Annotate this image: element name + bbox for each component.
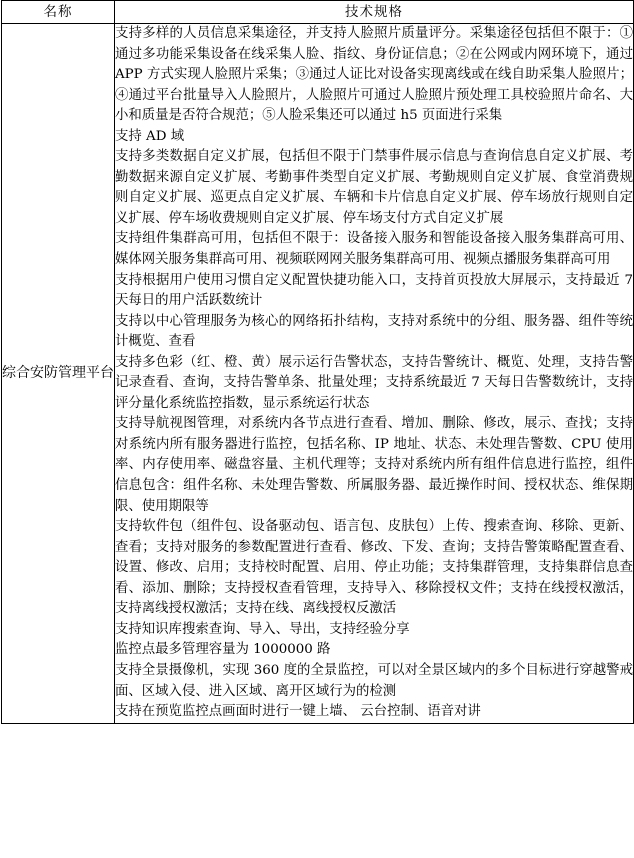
- spec-item: 支持知识库搜索查询、导入、导出，支持经验分享: [115, 621, 410, 637]
- spec-item: 支持多类数据自定义扩展，包括但不限于门禁事件展示信息与查询信息自定义扩展、考勤数据来源自定义扩展、考勤事件类型自定义扩展、考勤规则自定义扩展、食堂消费规则自定义扩展、巡更点自定义扩展、车辆和卡片信息自定义扩展、停车场放行规则自定义扩展、停车场收费规则自定义扩展、停车场支付方式自定义扩展: [115, 149, 633, 226]
- spec-item: 支持软件包（组件包、设备驱动包、语言包、皮肤包）上传、搜索查询、移除、更新、查看；支持对服务的参数配置进行查看、修改、下发、查询；支持告警策略配置查看、设置、修改、启用；支持校时配置、启用、停止功能；支持集群管理，支持集群信息查看、添加、删除；支持授权查看管理，支持导入、移除授权文件；支持在线授权激活，支持离线授权激活；支持在线、离线授权反激活: [115, 519, 633, 617]
- spec-item: 支持组件集群高可用，包括但不限于：设备接入服务和智能设备接入服务集群高可用、媒体网关服务集群高可用、视频联网网关服务集群高可用、视频点播服务集群高可用: [115, 231, 633, 268]
- spec-item: 支持 AD 域: [115, 128, 185, 144]
- spec-item: 支持全景摄像机，实现 360 度的全景监控，可以对全景区域内的多个目标进行穿越警戒面、区域入侵、进入区域、离开区域行为的检测: [115, 662, 633, 699]
- spec-item: 支持多样的人员信息采集途径，并支持人脸照片质量评分。采集途径包括但不限于：①通过多功能采集设备在线采集人脸、指纹、身份证信息；②在公网或内网环境下，通过 APP 方式实现人脸照片采集；③通过人证比对设备实现离线或在线自助采集人脸照片；④通过平台批量导入人脸照片，人脸照片可通过人脸照片预处理工具校验照片命名、大小和质量是否符合规范；⑤人脸采集还可以通过 h5 页面进行采集: [115, 26, 633, 124]
- table-row: [2, 24, 634, 724]
- spec-table: [1, 0, 634, 724]
- spec-item: 支持根据用户使用习惯自定义配置快捷功能入口，支持首页投放大屏展示，支持最近 7 天每日的用户活跃数统计: [115, 272, 633, 309]
- spec-item: 支持在预览监控点画面时进行一键上墙、 云台控制、语音对讲: [115, 704, 481, 720]
- spec-item: 支持多色彩（红、橙、黄）展示运行告警状态，支持告警统计、概览、处理，支持告警记录查看、查询，支持告警单条、批量处理；支持系统最近 7 天每日告警数统计，支持评分量化系统监控指数，显示系统运行状态: [115, 354, 633, 411]
- spec-item: 监控点最多管理容量为 1000000 路: [115, 642, 331, 658]
- table-header-row: [2, 1, 634, 24]
- spec-item: 支持导航视图管理，对系统内各节点进行查看、增加、删除、修改，展示、查找；支持对系统内所有服务器进行监控，包括名称、IP 地址、状态、未处理告警数、CPU 使用率、内存使用率、磁盘容量、主机代理等；支持对系统内所有组件信息进行监控，组件信息包含：组件名称、未处理告警数、所属服务器、最近操作时间、授权状态、维保期限、使用期限等: [115, 416, 633, 514]
- spec-item: 支持以中心管理服务为核心的网络拓扑结构，支持对系统中的分组、服务器、组件等统计概览、查看: [115, 313, 633, 350]
- header-spec: 技术规格: [115, 1, 634, 24]
- row-spec-cell: [115, 24, 634, 724]
- header-name: 名称: [2, 1, 115, 24]
- row-name-cell: 综合安防管理平台: [2, 24, 115, 724]
